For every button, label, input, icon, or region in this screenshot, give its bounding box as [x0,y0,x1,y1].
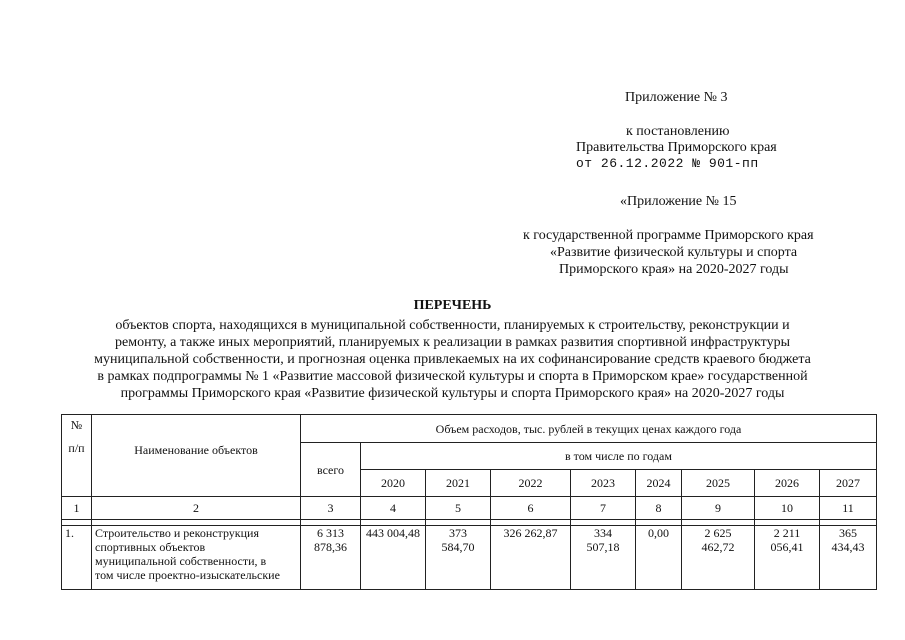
row-2022 [491,526,571,590]
value-line: 584,70 [441,540,475,554]
row-2027 [820,526,877,590]
subtitle-line: ремонту, а также иных мероприятий, планируемых к реализации в рамках развития спортивной инфраструктуры [115,335,790,350]
to-resolution: к постановлению [626,124,730,139]
value-line: 373 [449,526,467,540]
year-header: 2020 [361,470,426,497]
value-line: 434,43 [831,540,865,554]
index-cell: 10 [755,497,820,520]
header-num-label: п/п [68,441,85,455]
value-line: 462,72 [701,540,735,554]
value-line: 0,00 [648,526,669,540]
row-name-line: муниципальной собственности, в [95,554,267,568]
value-line: 056,41 [770,540,804,554]
index-cell: 5 [426,497,491,520]
year-header: 2027 [820,470,877,497]
objects-table [61,414,877,590]
row-2023 [571,526,636,590]
year-header: 2023 [571,470,636,497]
header-expenses: Объем расходов, тыс. рублей в текущих ценах каждого года [301,415,877,443]
row-name-line: том числе проектно-изыскательские [95,568,280,582]
value-line: 2 211 [773,526,801,540]
row-name-line: Строительство и реконструкция [95,526,259,540]
index-cell: 2 [92,497,301,520]
program-line-1: к государственной программе Приморского края [523,228,814,243]
table-index-row [62,497,877,520]
value-line: 507,18 [586,540,620,554]
index-cell: 7 [571,497,636,520]
table-header-row [62,415,877,443]
value-line: 443 004,48 [366,526,420,540]
value-line: 326 262,87 [503,526,558,540]
subtitle-line: программы Приморского края «Развитие физической культуры и спорта Приморского края» на 2020-2027 годы [120,386,785,401]
header-by-years: в том числе по годам [361,443,877,470]
index-cell: 11 [820,497,877,520]
program-line-3: Приморского края» на 2020-2027 годы [559,262,789,277]
value-line: 334 [594,526,612,540]
index-cell: 4 [361,497,426,520]
attachment-title: Приложение № 3 [625,90,728,105]
row-name-line: спортивных объектов [95,540,206,554]
document-subtitle [40,317,865,402]
table-row [62,526,877,590]
row-total [301,526,361,590]
row-2021 [426,526,491,590]
index-cell: 6 [491,497,571,520]
attachment-15: «Приложение № 15 [620,194,737,209]
subtitle-line: в рамках подпрограммы № 1 «Развитие массовой физической культуры и спорта в Приморском крае» государственной [97,369,808,384]
row-2020 [361,526,426,590]
index-cell: 9 [682,497,755,520]
header-name: Наименование объектов [92,415,301,497]
row-name [92,526,301,590]
subtitle-line: объектов спорта, находящихся в муниципальной собственности, планируемых к строительству, реконструкции и [115,318,790,333]
index-cell: 8 [636,497,682,520]
row-2026 [755,526,820,590]
government-name: Правительства Приморского края [576,140,777,155]
header-num-symbol: № [70,418,83,432]
row-2024 [636,526,682,590]
subtitle-line: муниципальной собственности, и прогнозная оценка привлекаемых на их софинансирование средств краевого бюджета [94,352,811,367]
program-line-2: «Развитие физической культуры и спорта [550,245,798,260]
index-cell: 1 [62,497,92,520]
resolution-date-number: от 26.12.2022 № 901-пп [576,156,759,171]
value-line: 365 [839,526,857,540]
year-header: 2022 [491,470,571,497]
year-header: 2026 [755,470,820,497]
index-cell: 3 [301,497,361,520]
value-line: 6 313 [317,526,344,540]
header-total: всего [301,443,361,497]
value-line: 878,36 [314,540,347,554]
year-header: 2024 [636,470,682,497]
row-2025 [682,526,755,590]
document-title: ПЕРЕЧЕНЬ [413,298,492,313]
year-header: 2025 [682,470,755,497]
value-line: 2 625 [704,526,732,540]
row-num: 1. [62,526,92,590]
header-num [62,415,92,497]
year-header: 2021 [426,470,491,497]
